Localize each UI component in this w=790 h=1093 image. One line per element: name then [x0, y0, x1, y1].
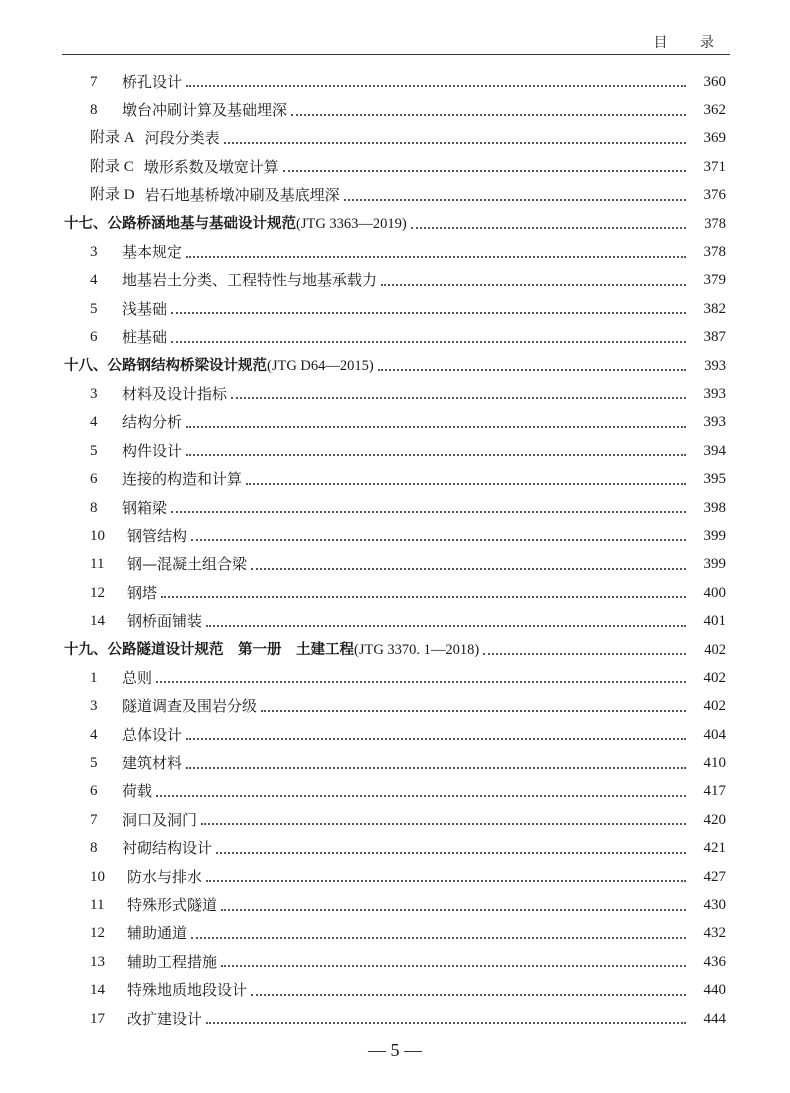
dot-leader	[191, 527, 686, 541]
entry-page: 440	[703, 982, 726, 999]
toc-entry[interactable]	[0, 835, 790, 863]
entry-title: 钢塔	[127, 583, 158, 602]
entry-title: 隧道调查及围岩分级	[122, 697, 258, 716]
toc-entry[interactable]	[0, 749, 790, 777]
dot-leader	[381, 272, 686, 286]
dot-leader	[161, 584, 686, 598]
entry-page: 410	[703, 755, 726, 772]
entry-page: 393	[703, 385, 726, 402]
toc-entry[interactable]	[0, 182, 790, 210]
toc-entry[interactable]	[0, 295, 790, 323]
entry-number: 5	[90, 442, 98, 459]
entry-page: 402	[704, 641, 726, 658]
entry-page: 402	[703, 669, 726, 686]
toc-section-heading[interactable]	[0, 352, 790, 380]
entry-title: 钢—混凝土组合梁	[127, 555, 248, 574]
toc-section-heading[interactable]	[0, 636, 790, 664]
entry-title: 钢管结构	[127, 526, 188, 545]
dot-leader	[171, 300, 686, 314]
entry-page: 432	[703, 925, 726, 942]
entry-number: 14	[90, 982, 105, 999]
entry-page: 362	[703, 102, 726, 119]
entry-number: 10	[90, 868, 105, 885]
entry-page: 379	[703, 272, 726, 289]
toc-entry[interactable]	[0, 96, 790, 124]
entry-title: 材料及设计指标	[122, 384, 228, 403]
entry-number: 6	[90, 329, 98, 346]
entry-title: 地基岩土分类、工程特性与地基承载力	[122, 271, 378, 290]
toc-entry[interactable]	[0, 465, 790, 493]
entry-page: 404	[703, 726, 726, 743]
entry-title: 钢桥面铺装	[127, 612, 203, 631]
entry-page: 382	[703, 300, 726, 317]
toc-entry[interactable]	[0, 778, 790, 806]
entry-title: 钢箱梁	[122, 498, 168, 517]
toc-entry[interactable]	[0, 522, 790, 550]
toc-entry[interactable]	[0, 977, 790, 1005]
dot-leader	[156, 783, 686, 797]
entry-title: 浅基础	[122, 299, 168, 318]
entry-page: 402	[703, 698, 726, 715]
dot-leader	[191, 925, 686, 939]
entry-page: 399	[703, 527, 726, 544]
toc-entry[interactable]	[0, 948, 790, 976]
dot-leader	[251, 556, 686, 570]
entry-number: 3	[90, 244, 98, 261]
toc-entry[interactable]	[0, 153, 790, 181]
entry-number: 14	[90, 613, 105, 630]
dot-leader	[186, 414, 686, 428]
entry-number: 4	[90, 726, 98, 743]
table-of-contents	[0, 68, 790, 1033]
dot-leader	[291, 102, 686, 116]
toc-entry[interactable]	[0, 607, 790, 635]
dot-leader	[246, 471, 686, 485]
entry-page: 444	[703, 1010, 726, 1027]
dot-leader	[206, 1010, 686, 1024]
entry-number: 17	[90, 1010, 105, 1027]
entry-number: 11	[90, 556, 105, 573]
entry-number: 6	[90, 471, 98, 488]
section-title: 十八、公路钢结构桥梁设计规范	[64, 357, 267, 374]
entry-number: 6	[90, 783, 98, 800]
entry-page: 378	[704, 215, 726, 232]
dot-leader	[186, 73, 686, 87]
standard-code: (JTG 3363—2019)	[296, 215, 407, 232]
entry-title: 总体设计	[122, 725, 183, 744]
entry-page: 421	[703, 840, 726, 857]
dot-leader	[201, 811, 686, 825]
dot-leader	[186, 755, 686, 769]
entry-title: 辅助工程措施	[127, 952, 218, 971]
toc-section-heading[interactable]	[0, 210, 790, 238]
entry-page: 376	[703, 187, 726, 204]
entry-page: 387	[703, 329, 726, 346]
toc-entry[interactable]	[0, 238, 790, 266]
entry-page: 369	[703, 130, 726, 147]
toc-entry[interactable]	[0, 863, 790, 891]
dot-leader	[378, 357, 686, 371]
dot-leader	[216, 840, 686, 854]
dot-leader	[206, 613, 686, 627]
entry-title: 总则	[122, 668, 153, 687]
toc-entry[interactable]	[0, 1005, 790, 1033]
standard-code: (JTG 3370. 1—2018)	[354, 641, 480, 658]
dot-leader	[344, 187, 686, 201]
toc-entry[interactable]	[0, 68, 790, 96]
page-header	[62, 32, 730, 55]
entry-title: 改扩建设计	[127, 1009, 203, 1028]
entry-number: 8	[90, 102, 98, 119]
entry-page: 360	[703, 73, 726, 90]
entry-page: 395	[703, 471, 726, 488]
toc-entry[interactable]	[0, 579, 790, 607]
dot-leader	[206, 868, 686, 882]
entry-title: 建筑材料	[122, 754, 183, 773]
toc-entry[interactable]	[0, 380, 790, 408]
dot-leader	[224, 130, 686, 144]
dot-leader	[283, 158, 686, 172]
dot-leader	[231, 385, 686, 399]
toc-entry[interactable]	[0, 806, 790, 834]
toc-entry[interactable]	[0, 664, 790, 692]
entry-page: 399	[703, 556, 726, 573]
entry-title: 桩基础	[122, 328, 168, 347]
entry-page: 398	[703, 499, 726, 516]
entry-page: 393	[704, 357, 726, 374]
dot-leader	[261, 698, 686, 712]
toc-entry[interactable]	[0, 721, 790, 749]
entry-title: 构件设计	[122, 441, 183, 460]
entry-title: 辅助通道	[127, 924, 188, 943]
entry-page: 436	[703, 953, 726, 970]
entry-number: 8	[90, 499, 98, 516]
entry-page: 417	[703, 783, 726, 800]
toc-entry[interactable]	[0, 437, 790, 465]
entry-title: 荷载	[122, 782, 153, 801]
entry-title: 洞口及洞门	[122, 810, 198, 829]
entry-title: 结构分析	[122, 413, 183, 432]
section-title: 十九、公路隧道设计规范 第一册 土建工程	[64, 641, 354, 658]
dot-leader	[251, 982, 686, 996]
entry-number: 附录 A	[90, 130, 135, 147]
dot-leader	[186, 442, 686, 456]
entry-number: 7	[90, 73, 98, 90]
entry-title: 桥孔设计	[122, 72, 183, 91]
toc-entry[interactable]	[0, 324, 790, 352]
entry-title: 特殊形式隧道	[127, 896, 218, 915]
dot-leader	[483, 641, 686, 655]
entry-title: 基本规定	[122, 243, 183, 262]
entry-page: 420	[703, 811, 726, 828]
dot-leader	[221, 953, 686, 967]
entry-number: 8	[90, 840, 98, 857]
entry-number: 12	[90, 925, 105, 942]
entry-number: 5	[90, 300, 98, 317]
entry-number: 12	[90, 584, 105, 601]
entry-page: 371	[703, 158, 726, 175]
dot-leader	[171, 329, 686, 343]
entry-number: 附录 D	[90, 187, 135, 204]
dot-leader	[171, 499, 686, 513]
entry-number: 10	[90, 527, 105, 544]
toc-entry[interactable]	[0, 551, 790, 579]
toc-entry[interactable]	[0, 125, 790, 153]
entry-number: 4	[90, 272, 98, 289]
header-title: 目 录	[653, 35, 728, 51]
entry-number: 11	[90, 897, 105, 914]
dot-leader	[186, 244, 686, 258]
standard-code: (JTG D64—2015)	[267, 357, 374, 374]
entry-number: 5	[90, 755, 98, 772]
entry-title: 墩台冲刷计算及基础埋深	[122, 101, 288, 120]
entry-title: 岩石地基桥墩冲刷及基底埋深	[144, 186, 340, 205]
entry-title: 衬砌结构设计	[122, 839, 213, 858]
toc-entry[interactable]	[0, 409, 790, 437]
entry-number: 4	[90, 414, 98, 431]
entry-number: 13	[90, 953, 105, 970]
entry-title: 河段分类表	[144, 129, 220, 148]
entry-number: 7	[90, 811, 98, 828]
entry-number: 附录 C	[90, 158, 134, 175]
entry-page: 427	[703, 868, 726, 885]
entry-page: 378	[703, 244, 726, 261]
entry-title: 防水与排水	[127, 867, 203, 886]
dot-leader	[221, 897, 686, 911]
toc-entry[interactable]	[0, 891, 790, 919]
entry-number: 1	[90, 669, 98, 686]
entry-number: 3	[90, 698, 98, 715]
dot-leader	[156, 669, 686, 683]
toc-entry[interactable]	[0, 494, 790, 522]
entry-page: 393	[703, 414, 726, 431]
entry-title: 墩形系数及墩宽计算	[143, 157, 279, 176]
entry-number: 3	[90, 385, 98, 402]
page-number: — 5 —	[368, 1040, 422, 1060]
entry-page: 394	[703, 442, 726, 459]
section-title: 十七、公路桥涵地基与基础设计规范	[64, 215, 296, 232]
entry-title: 特殊地质地段设计	[127, 981, 248, 1000]
entry-page: 430	[703, 897, 726, 914]
toc-entry[interactable]	[0, 920, 790, 948]
entry-page: 400	[703, 584, 726, 601]
dot-leader	[411, 215, 686, 229]
dot-leader	[186, 726, 686, 740]
entry-page: 401	[703, 613, 726, 630]
toc-entry[interactable]	[0, 693, 790, 721]
entry-title: 连接的构造和计算	[122, 470, 243, 489]
toc-entry[interactable]	[0, 267, 790, 295]
